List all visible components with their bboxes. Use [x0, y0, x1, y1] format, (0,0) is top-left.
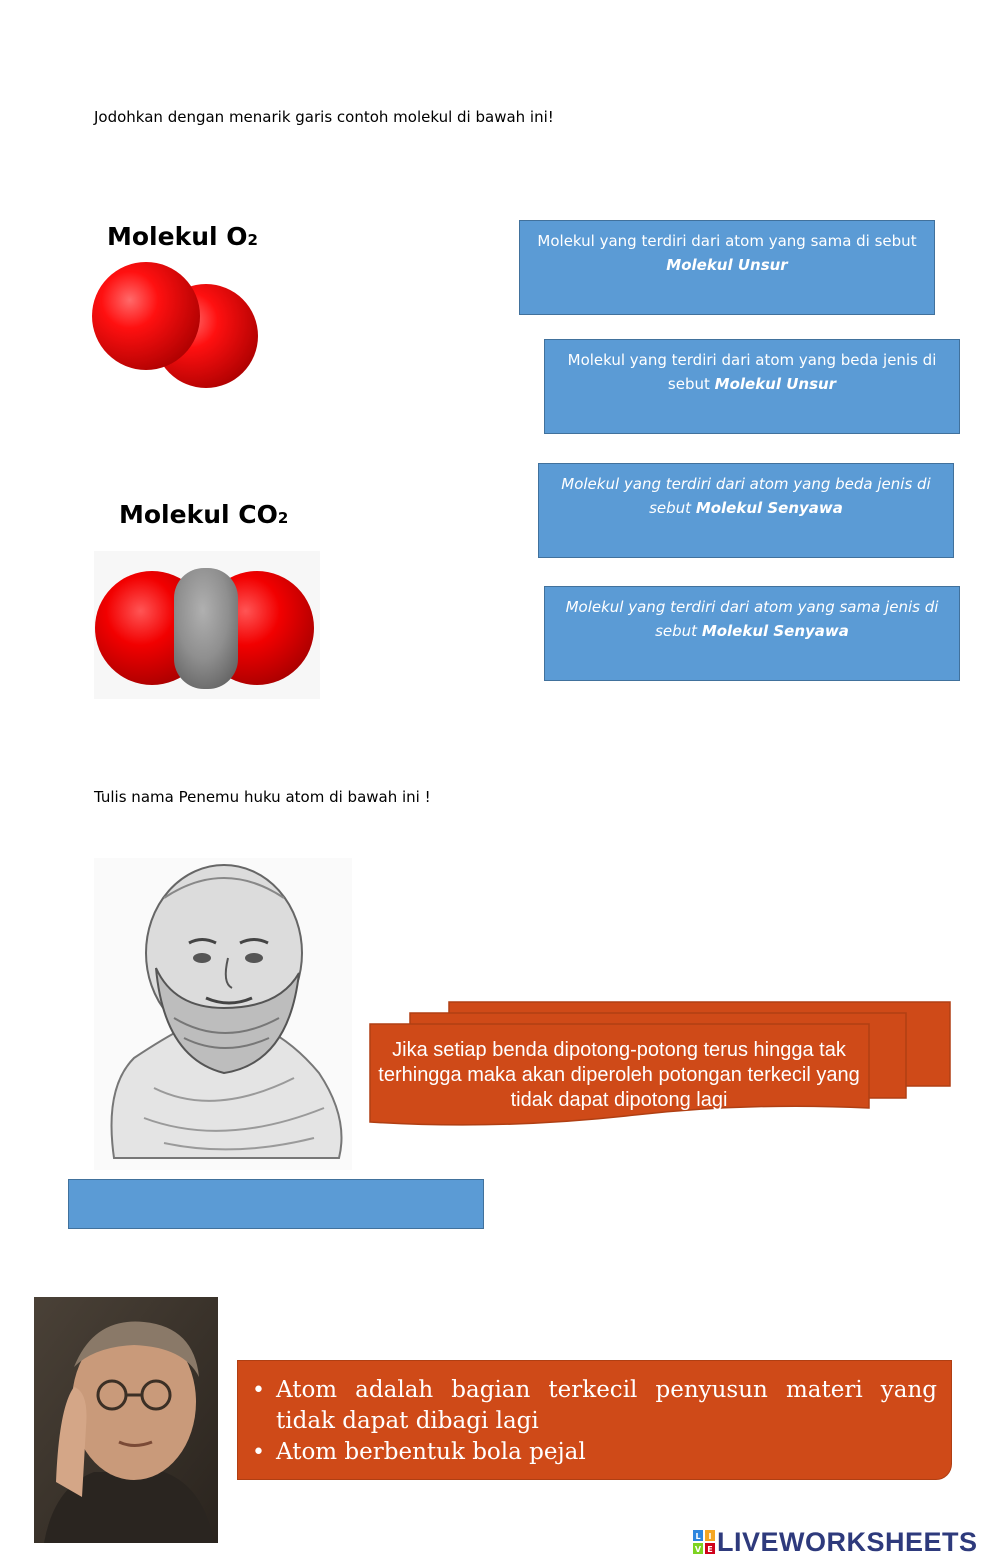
molecule-o2-title: Molekul O2 — [107, 222, 258, 251]
logo-mark-letter: V — [694, 1545, 702, 1554]
dalton-bullet-1: • Atom adalah bagian terkecil penyusun materi yang tidak dapat dibagi lagi — [250, 1375, 937, 1437]
logo-mark-letter: E — [707, 1545, 713, 1554]
matching-instruction: Jodohkan dengan menarik garis contoh molekul di bawah ini! — [94, 108, 554, 126]
dalton-statement-box — [237, 1360, 952, 1480]
o2-molecule-image — [88, 256, 268, 406]
discoverer-answer-input-1[interactable] — [68, 1179, 484, 1229]
logo-mark-letter: I — [708, 1532, 712, 1541]
match-option-4[interactable]: Molekul yang terdiri dari atom yang sama jenis di sebut Molekul Senyawa — [544, 586, 960, 681]
match-option-1[interactable]: Molekul yang terdiri dari atom yang sama di sebut Molekul Unsur — [519, 220, 935, 315]
match-option-2[interactable]: Molekul yang terdiri dari atom yang beda jenis di sebut Molekul Unsur — [544, 339, 960, 434]
democritus-statement: Jika setiap benda dipotong-potong terus hingga tak terhingga maka akan diperoleh potongan terkecil yang tidak dapat dipotong lagi — [378, 1039, 860, 1111]
liveworksheets-mark-icon — [693, 1530, 715, 1554]
discoverer-instruction: Tulis nama Penemu huku atom di bawah ini ! — [94, 788, 431, 806]
match-option-3[interactable]: Molekul yang terdiri dari atom yang beda jenis di sebut Molekul Senyawa — [538, 463, 954, 558]
dalton-portrait-image — [34, 1297, 218, 1543]
democritus-bust-image — [94, 858, 352, 1170]
liveworksheets-logo — [693, 1526, 993, 1558]
dalton-bullet-2: • Atom berbentuk bola pejal — [250, 1437, 937, 1468]
liveworksheets-logo-text: LIVEWORKSHEETS — [717, 1526, 978, 1557]
molecule-co2-title: Molekul CO2 — [119, 500, 289, 529]
co2-molecule-image — [94, 551, 320, 699]
logo-mark-letter: L — [695, 1532, 701, 1541]
